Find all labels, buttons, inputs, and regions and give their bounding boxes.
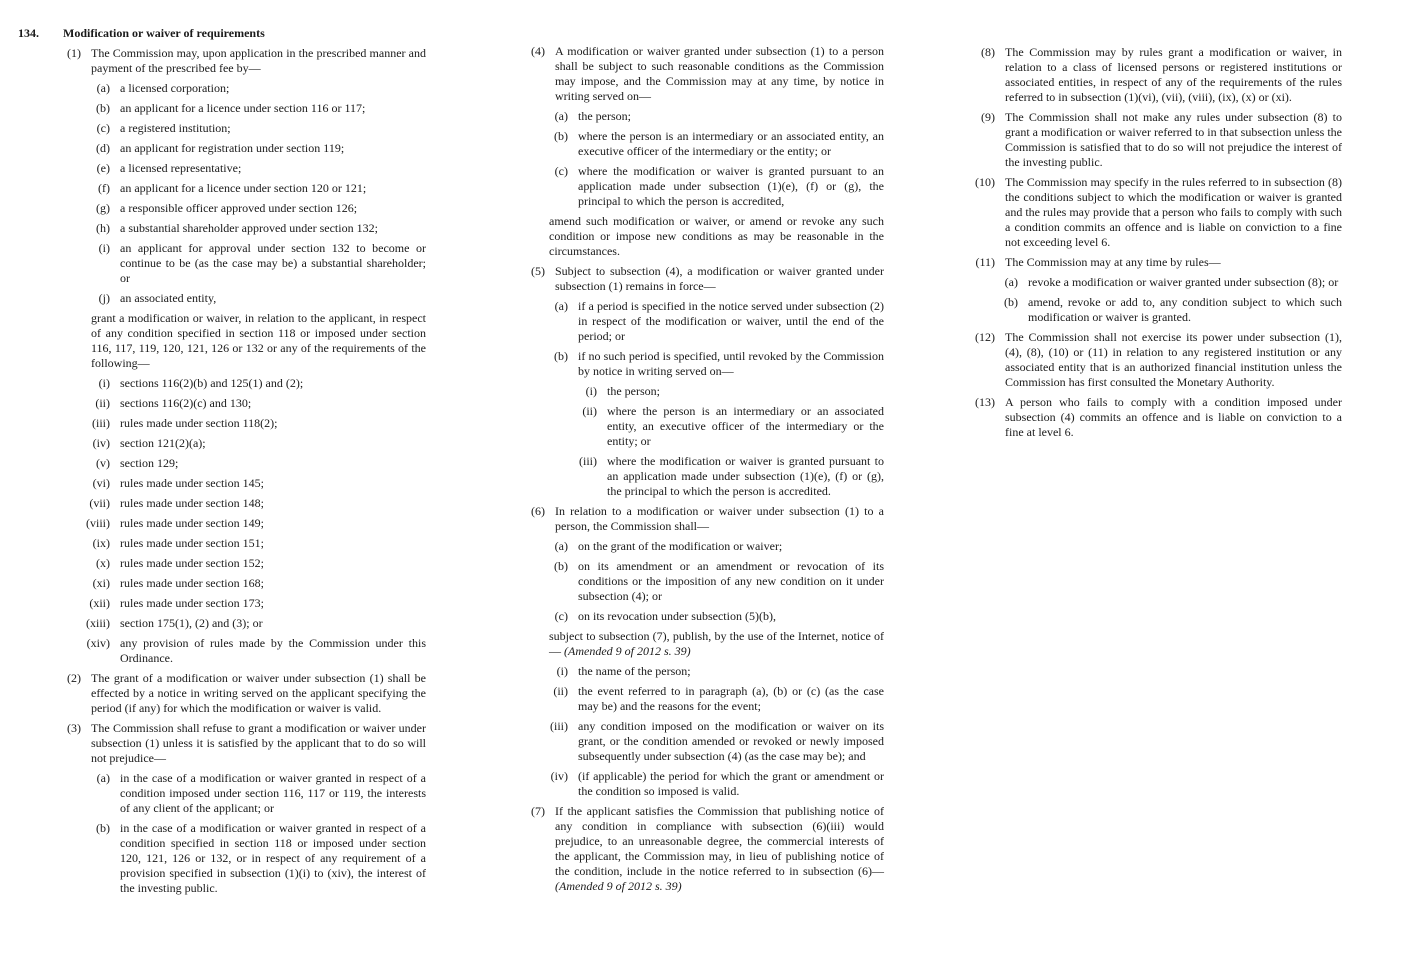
subparagraph-5b-iii: (iii) where the modification or waiver is granted pursuant to an application made under subsection (1)(e), (f) or (g), the principal to which the person is accredited. xyxy=(579,454,884,498)
paragraph-1e: (e) a licensed representative; xyxy=(96,161,242,175)
subsection-4: (4) A modification or waiver granted under subsection (1) to a person shall be subject to such reasonable conditions as the Commission may impose, and the Commission may at any time, by notice in writing served on— xyxy=(531,44,884,103)
subparagraph-5b-i: (i) the person; xyxy=(585,384,660,398)
subsection-6-continuation: subject to subsection (7), publish, by the use of the Internet, notice of— (Amended 9 of 2012 s. 39) xyxy=(549,629,884,658)
subsection-3: (3) The Commission shall refuse to grant a modification or waiver under subsection (1) unless it is satisfied by the applicant that to do so will not prejudice— xyxy=(67,721,426,765)
subparagraph-vii: (vii) rules made under section 148; xyxy=(89,496,264,510)
subparagraph-xiii: (xiii) section 175(1), (2) and (3); or xyxy=(86,616,263,630)
subsection-7: (7) If the applicant satisfies the Commission that publishing notice of any condition in compliance with subsection (6)(iii) would prejudice, to an unreasonable degree, the commercial interests of the applicant, the Commission may, in lieu of publishing notice of the condition, include in the notice referred to in subsection (6)— (Amended 9 of 2012 s. 39) xyxy=(531,804,884,893)
paragraph-4b: (b) where the person is an intermediary or an associated entity, an executive officer of the intermediary or the entity; or xyxy=(554,129,884,158)
subparagraph-vi: (vi) rules made under section 145; xyxy=(92,476,264,490)
subparagraph-xi: (xi) rules made under section 168; xyxy=(92,576,264,590)
subparagraph-6-iii: (iii) any condition imposed on the modification or waiver on its grant, or the condition amended or revoked or newly imposed subsequently under subsection (4) (as the case may be); and xyxy=(550,719,884,763)
section-title: Modification or waiver of requirements xyxy=(63,26,265,40)
subsection-5: (5) Subject to subsection (4), a modification or waiver granted under subsection (1) remains in force— xyxy=(531,264,884,293)
subsection-4-continuation: amend such modification or waiver, or amend or revoke any such condition or impose new conditions as may be reasonable in the circumstances. xyxy=(549,214,884,258)
paragraph-5b: (b) if no such period is specified, until revoked by the Commission by notice in writing served on— xyxy=(554,349,884,378)
column-3 xyxy=(968,0,1342,445)
paragraph-1b: (b) an applicant for a licence under section 116 or 117; xyxy=(96,101,366,115)
subparagraph-ii: (ii) sections 116(2)(c) and 130; xyxy=(95,396,252,410)
subsection-1-continuation: grant a modification or waiver, in relation to the applicant, in respect of any condition specified in section 118 or imposed under section 116, 117, 119, 120, 121, 126 or 132 or any of the requirements of the following— xyxy=(91,311,426,370)
subparagraph-6-ii: (ii) the event referred to in paragraph (a), (b) or (c) (as the case may be) and the reasons for the event; xyxy=(553,684,884,713)
subparagraph-iv: (iv) section 121(2)(a); xyxy=(92,436,206,450)
subparagraph-viii: (viii) rules made under section 149; xyxy=(86,516,264,530)
paragraph-1f: (f) an applicant for a licence under section 120 or 121; xyxy=(98,181,367,195)
paragraph-6b: (b) on its amendment or an amendment or revocation of its conditions or the imposition of any new condition on it under subsection (4); or xyxy=(554,559,884,603)
amendment-note: (Amended 9 of 2012 s. 39) xyxy=(564,644,691,658)
paragraph-4a: (a) the person; xyxy=(554,109,631,123)
subparagraph-6-i: (i) the name of the person; xyxy=(556,664,691,678)
paragraph-3b: (b) in the case of a modification or waiver granted in respect of a condition specified in section 118 or imposed under section 120, 121, 126 or 132, or in respect of any requirement of a provision specified in subsection (1)(i) to (xiv), the interest of the investing public. xyxy=(96,821,426,895)
subparagraph-xiv: (xiv) any provision of rules made by the Commission under this Ordinance. xyxy=(86,636,426,665)
paragraph-4c: (c) where the modification or waiver is granted pursuant to an application made under subsection (1)(e), (f) or (g), the principal to which the person is accredited, xyxy=(554,164,884,208)
paragraph-1g: (g) a responsible officer approved under section 126; xyxy=(96,201,358,215)
subsection-9: (9) The Commission shall not make any rules under subsection (8) to grant a modification or waiver referred to in that subsection unless the Commission is satisfied that to do so will not prejudice the interest of the investing public. xyxy=(981,110,1342,169)
paragraph-11b: (b) amend, revoke or add to, any condition subject to which such modification or waiver is granted. xyxy=(1004,295,1342,324)
section-heading xyxy=(18,26,426,41)
paragraph-1j: (j) an associated entity, xyxy=(98,291,217,305)
subparagraph-6-iv: (iv) (if applicable) the period for which the grant or amendment or the condition so imposed is valid. xyxy=(550,769,884,798)
subparagraph-5b-ii: (ii) where the person is an intermediary or an associated entity, an executive officer of the intermediary or the entity; or xyxy=(582,404,884,448)
subsection-8: (8) The Commission may by rules grant a modification or waiver, in relation to a class of licensed persons or registered institutions or associated entities, in respect of any of the requirements of the rules referred to in subsection (1)(vi), (vii), (viii), (ix), (x) or (xi). xyxy=(981,45,1342,104)
paragraph-1c: (c) a registered institution; xyxy=(96,121,231,135)
subparagraph-ix: (ix) rules made under section 151; xyxy=(92,536,264,550)
section-number: 134. xyxy=(18,26,39,40)
subparagraph-xii: (xii) rules made under section 173; xyxy=(89,596,264,610)
paragraph-11a: (a) revoke a modification or waiver granted under subsection (8); or xyxy=(1004,275,1339,289)
subsection-2: (2) The grant of a modification or waiver under subsection (1) shall be effected by a notice in writing served on the applicant specifying the period (if any) for which the modification or waiver is valid. xyxy=(67,671,426,715)
subsection-11: (11) The Commission may at any time by rules— xyxy=(975,255,1221,269)
subparagraph-i: (i) sections 116(2)(b) and 125(1) and (2); xyxy=(98,376,304,390)
paragraph-5a: (a) if a period is specified in the notice served under subsection (2) in respect of the modification or waiver, until the end of the period; or xyxy=(554,299,884,343)
paragraph-3a: (a) in the case of a modification or waiver granted in respect of a condition imposed under section 116, 117 or 119, the interests of any client of the applicant; or xyxy=(96,771,426,815)
column-1 xyxy=(18,0,426,901)
subsection-12: (12) The Commission shall not exercise its power under subsection (1), (4), (8), (10) or (11) in relation to any registered institution or any associated entity that is an authorized financial institution unless the Commission has first consulted the Monetary Authority. xyxy=(975,330,1342,389)
paragraph-6c: (c) on its revocation under subsection (5)(b), xyxy=(554,609,776,623)
subparagraph-x: (x) rules made under section 152; xyxy=(96,556,264,570)
subsection-6: (6) In relation to a modification or waiver under subsection (1) to a person, the Commission shall— xyxy=(531,504,884,533)
subsection-1: (1) The Commission may, upon application in the prescribed manner and payment of the prescribed fee by— xyxy=(67,46,426,75)
paragraph-1a: (a) a licensed corporation; xyxy=(96,81,230,95)
subparagraph-v: (v) section 129; xyxy=(96,456,179,470)
amendment-note: (Amended 9 of 2012 s. 39) xyxy=(555,879,682,893)
paragraph-1h: (h) a substantial shareholder approved under section 132; xyxy=(96,221,378,235)
paragraph-1d: (d) an applicant for registration under section 119; xyxy=(96,141,345,155)
paragraph-6a: (a) on the grant of the modification or waiver; xyxy=(554,539,783,553)
subsection-10: (10) The Commission may specify in the rules referred to in subsection (8) the conditions subject to which the modification or waiver is granted and the rules may provide that a person who fails to comply with such a condition commits an offence and is liable on conviction to a fine not exceeding level 6. xyxy=(975,175,1342,249)
subsection-13: (13) A person who fails to comply with a condition imposed under subsection (4) commits an offence and is liable on conviction to a fine at level 6. xyxy=(975,395,1342,439)
subparagraph-iii: (iii) rules made under section 118(2); xyxy=(92,416,278,430)
column-2 xyxy=(518,0,884,899)
paragraph-1i: (i) an applicant for approval under section 132 to become or continue to be (as the case may be) a substantial shareholder; or xyxy=(98,241,426,285)
